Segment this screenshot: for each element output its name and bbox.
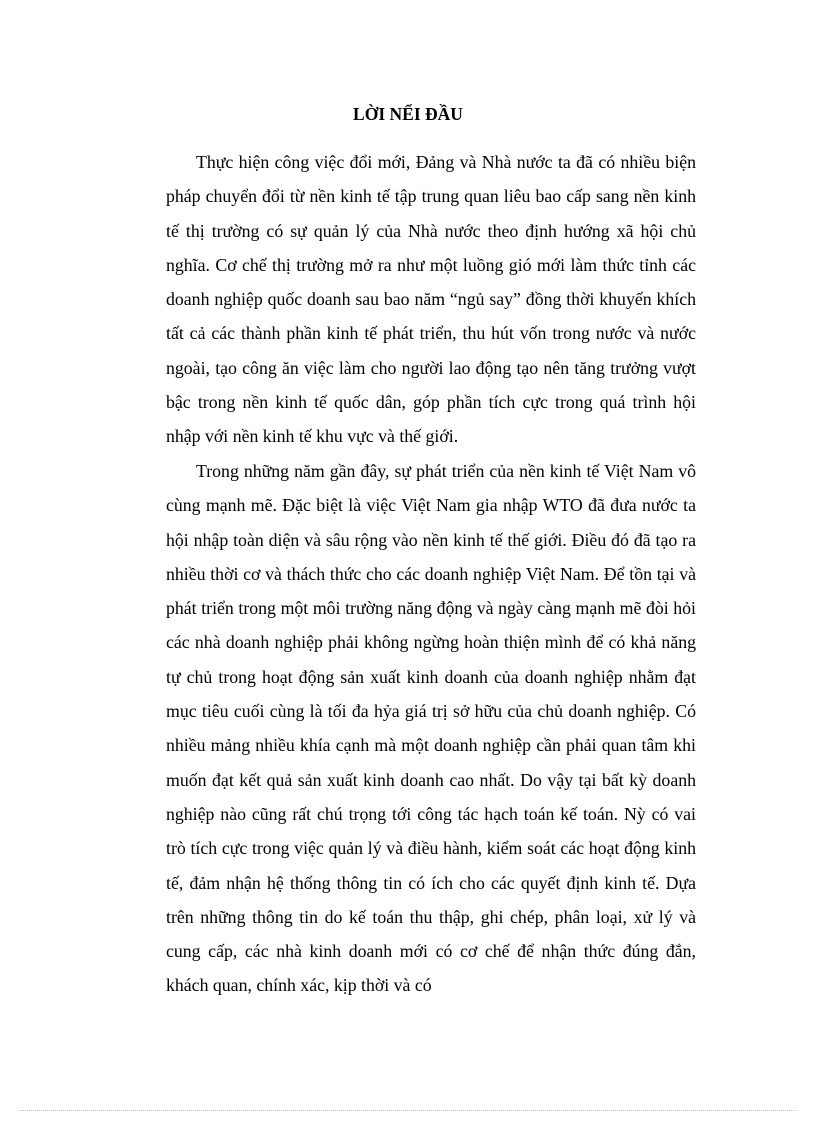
page-title: LỜI NỂI ĐẦU bbox=[353, 104, 463, 124]
page-bottom-divider bbox=[20, 1110, 796, 1111]
paragraph-1: Thực hiện công việc đổi mới, Đảng và Nhà nước ta đã có nhiều biện pháp chuyển đổi từ nền kinh tế tập trung quan liêu bao cấp sang nền kinh tế thị trường có sự quản lý của Nhà nước theo định hướng xã hội chủ nghĩa. Cơ chế thị trường mở ra như một luồng gió mới làm thức tỉnh các doanh nghiệp quốc doanh sau bao năm “ngủ say” đồng thời khuyến khích tất cả các thành phần kinh tế phát triển, thu hút vốn trong nước và nước ngoài, tạo công ăn việc làm cho người lao động tạo nên tăng trưởng vượt bậc trong nền kinh tế quốc dân, góp phần tích cực trong quá trình hội nhập với nền kinh tế khu vực và thế giới. bbox=[166, 152, 696, 447]
paragraph-2: Trong những năm gần đây, sự phát triển của nền kinh tế Việt Nam vô cùng mạnh mẽ. Đặc biệt là việc Việt Nam gia nhập WTO đã đưa nước ta hội nhập toàn diện và sâu rộng vào nền kinh tế thế giới. Điều đó đã tạo ra nhiều thời cơ và thách thức cho các doanh nghiệp Việt Nam. Để tồn tại và phát triển trong một môi trường năng động và ngày càng mạnh mẽ đòi hỏi các nhà doanh nghiệp phải không ngừng hoàn thiện mình để có khả năng tự chủ trong hoạt động sản xuất kinh doanh của doanh nghiệp nhằm đạt mục tiêu cuối cùng là tối đa hỷa giá trị sở hữu của chủ doanh nghiệp. Có nhiều mảng nhiều khía cạnh mà một doanh nghiệp cần phải quan tâm khi muốn đạt kết quả sản xuất kinh doanh cao nhất. Do vậy tại bất kỳ doanh nghiệp nào cũng rất chú trọng tới công tác hạch toán kế toán. Nỳ có vai trò tích cực trong việc quản lý và điều hành, kiểm soát các hoạt động kinh tế, đảm nhận hệ thống thông tin có ích cho các quyết định kinh tế. Dựa trên những thông tin do kế toán thu thập, ghi chép, phân loại, xử lý và cung cấp, các nhà kinh doanh mới có cơ chế để nhận thức đúng đắn, khách quan, chính xác, kịp thời và có bbox=[166, 461, 696, 996]
